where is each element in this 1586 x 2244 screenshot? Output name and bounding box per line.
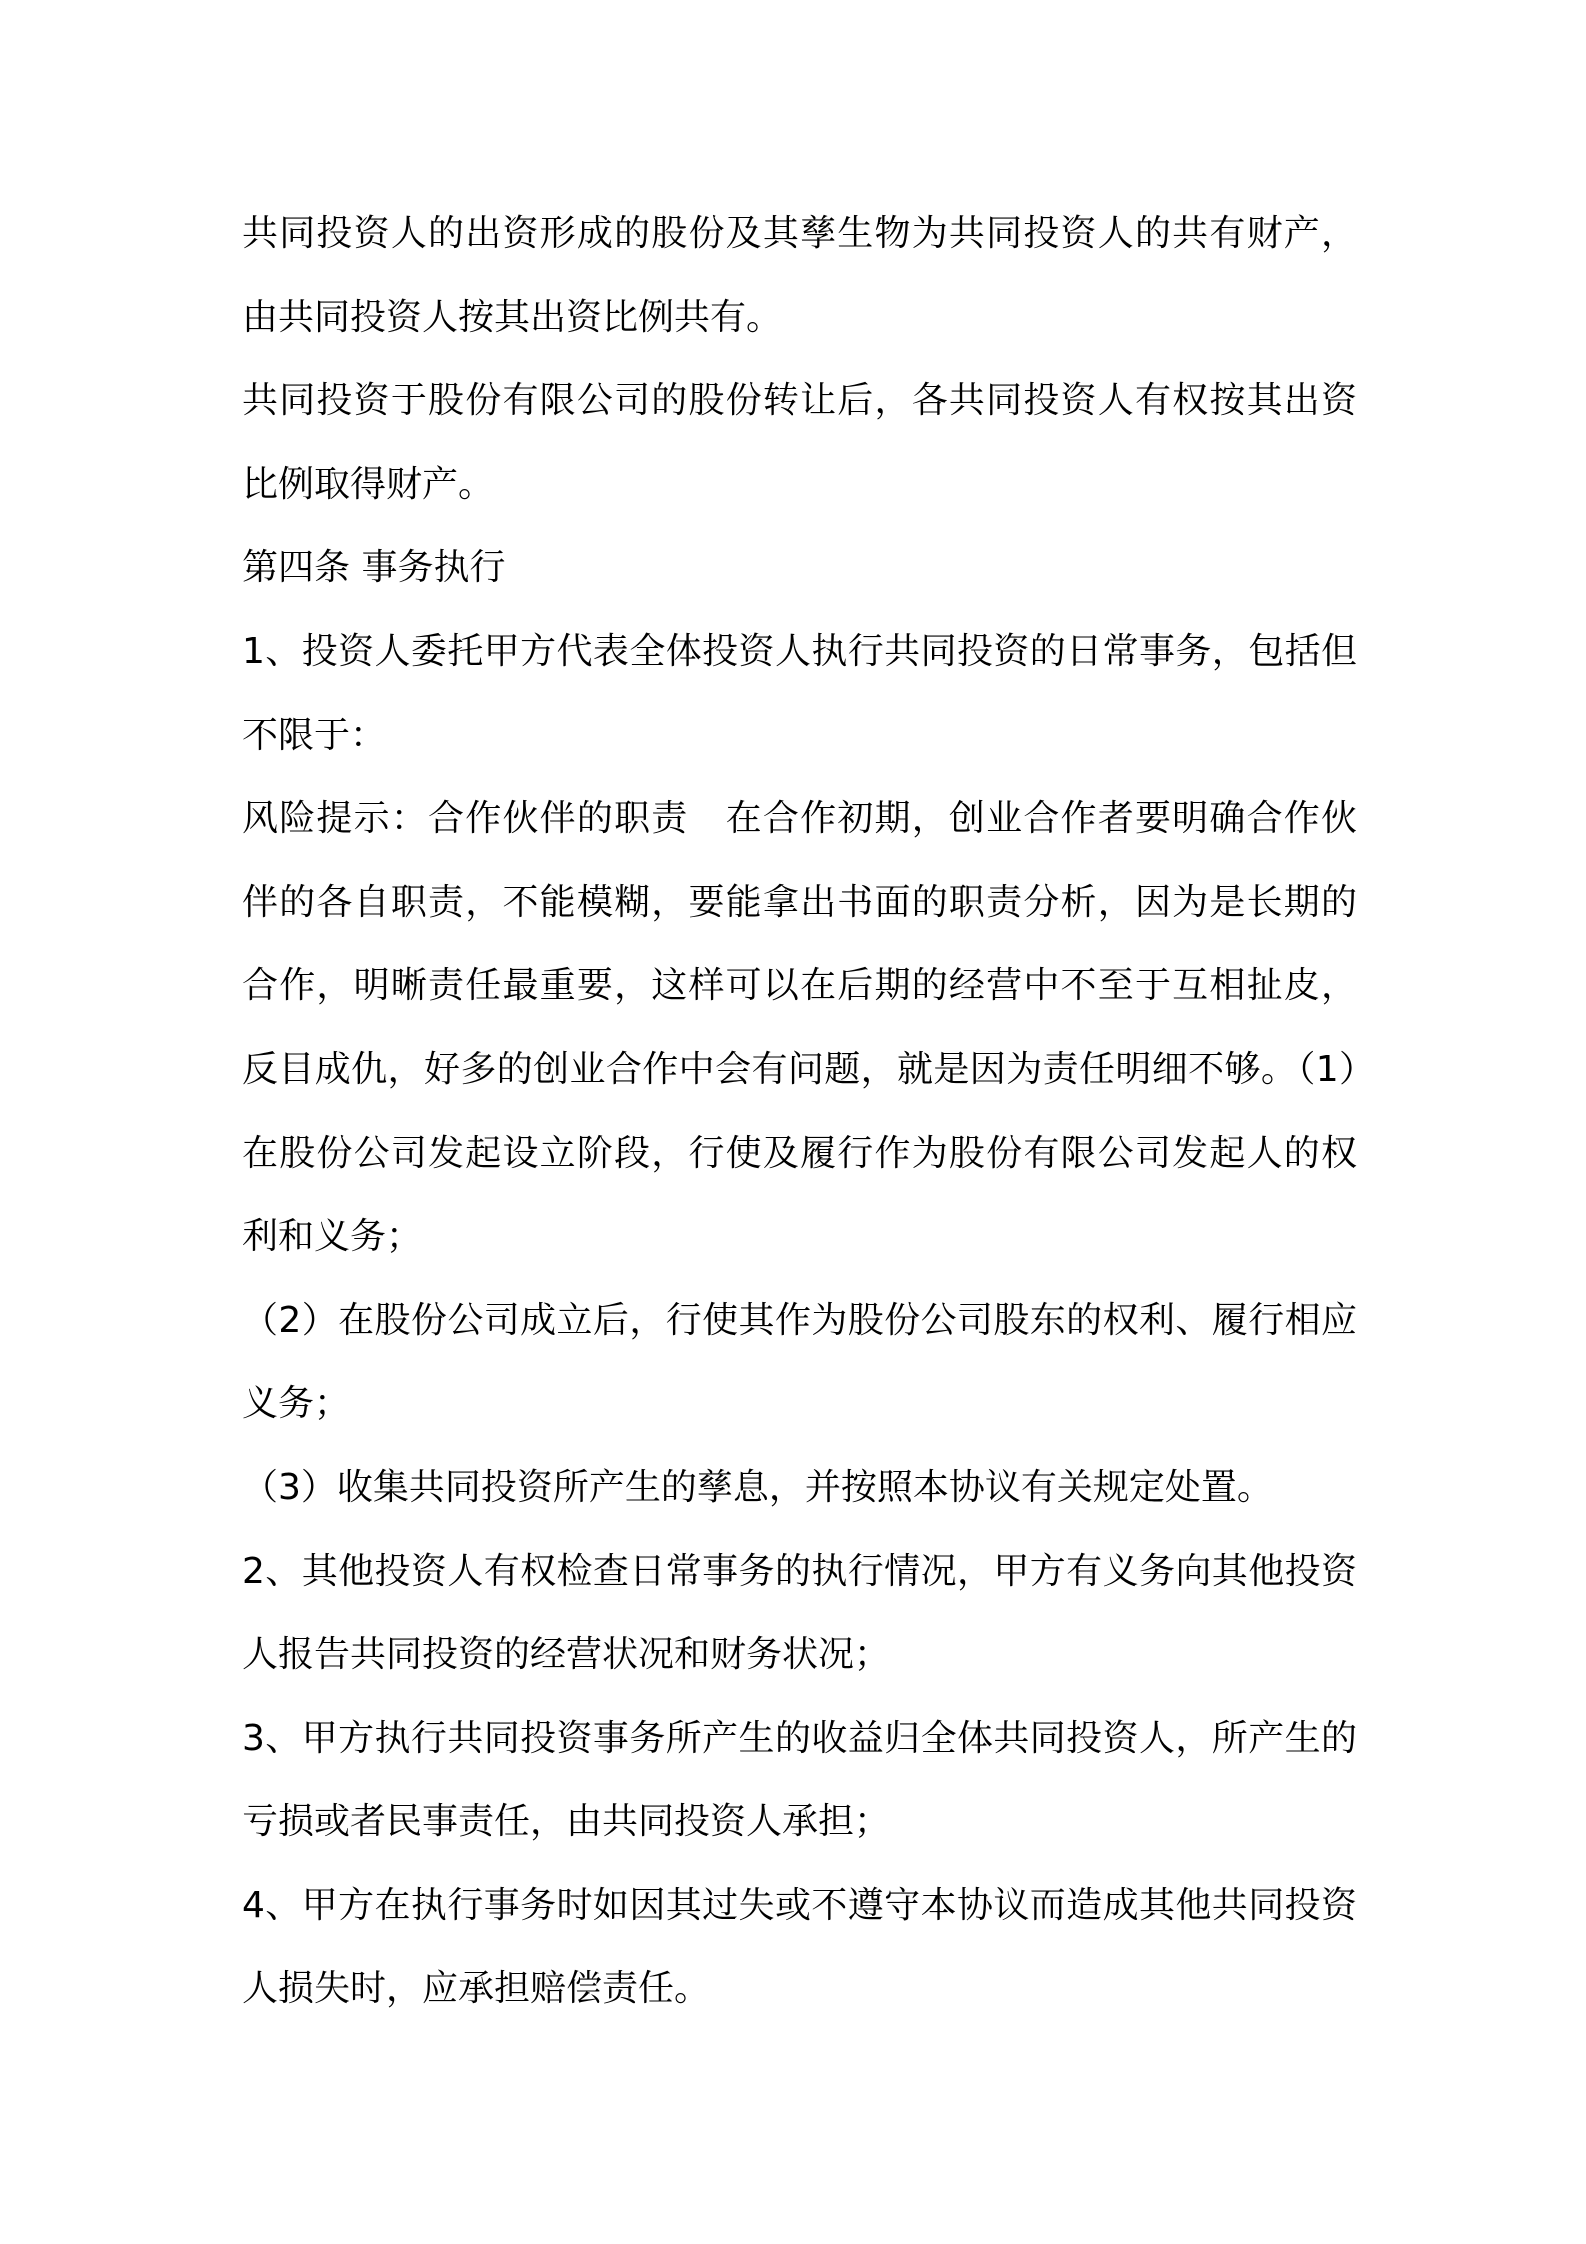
document-body — [242, 192, 1357, 2031]
paragraph-item-2: （2）在股份公司成立后，行使其作为股份公司股东的权利、履行相应义务； — [242, 1299, 1357, 1425]
paragraph-shares-transfer: 共同投资于股份有限公司的股份转让后，各共同投资人有权按其出资比例取得财产。 — [242, 380, 1357, 505]
paragraph-clause-4: 4、甲方在执行事务时如因其过失或不遵守本协议而造成其他共同投资人损失时，应承担赔偿责任。 — [242, 1884, 1357, 2010]
paragraph-clause-2: 2、其他投资人有权检查日常事务的执行情况，甲方有义务向其他投资人报告共同投资的经营状况和财务状况； — [242, 1550, 1357, 1676]
paragraph-risk-notice: 风险提示：合作伙伴的职责 在合作初期，创业合作者要明确合作伙伴的各自职责，不能模糊，要能拿出书面的职责分析，因为是长期的合作，明晰责任最重要，这样可以在后期的经营中不至于互相扯皮，反目成仇，好多的创业合作中会有问题，就是因为责任明细不够。（1）在股份公司发起设立阶段，行使及履行作为股份有限公司发起人的权利和义务； — [242, 798, 1357, 1258]
section-heading-article-4: 第四条 事务执行 — [242, 547, 506, 589]
paragraph-item-3: （3）收集共同投资所产生的孳息，并按照本协议有关规定处置。 — [242, 1466, 1273, 1508]
paragraph-clause-1: 1、投资人委托甲方代表全体投资人执行共同投资的日常事务，包括但不限于： — [242, 630, 1357, 756]
paragraph-clause-3: 3、甲方执行共同投资事务所产生的收益归全体共同投资人，所产生的亏损或者民事责任，由共同投资人承担； — [242, 1717, 1357, 1843]
paragraph-shares-joint-property: 共同投资人的出资形成的股份及其孳生物为共同投资人的共有财产，由共同投资人按其出资比例共有。 — [242, 213, 1357, 338]
